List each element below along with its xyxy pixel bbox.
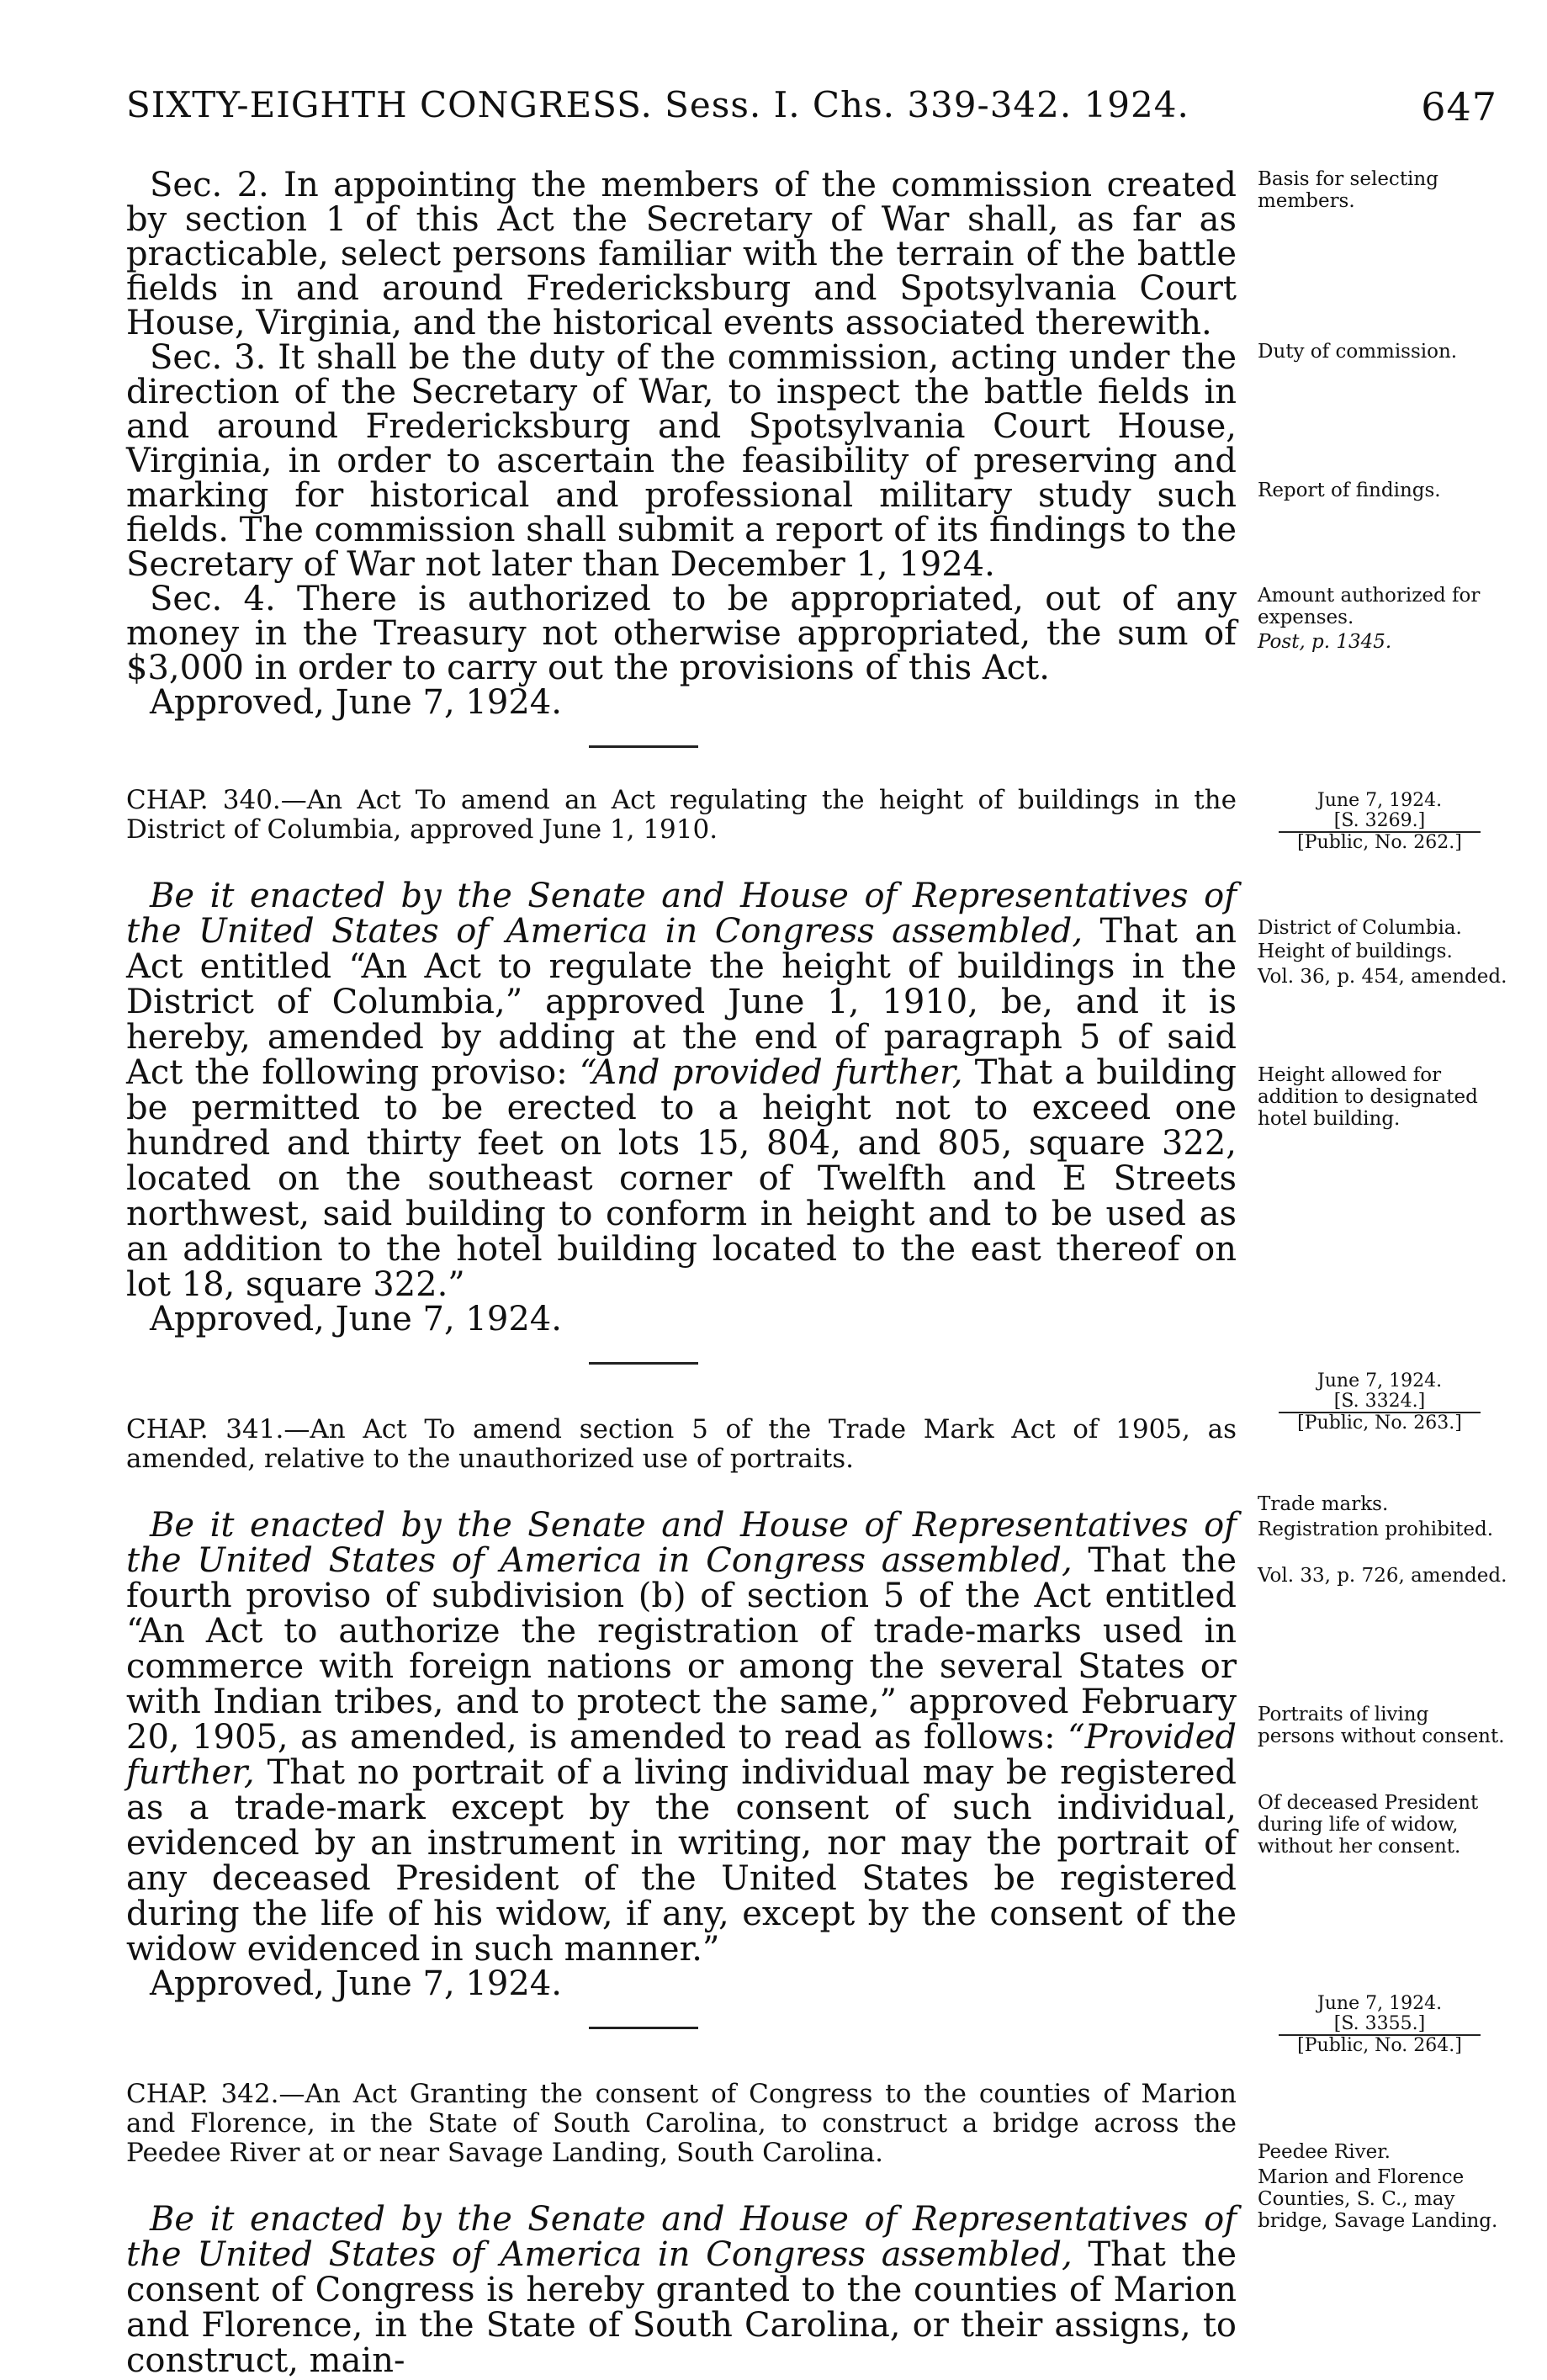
margin-note-sec4-post: Post, p. 1345. <box>1258 631 1392 653</box>
chap-341-approved: Approved, June 7, 1924. <box>150 1964 562 2003</box>
chap-341-text-1: That the fourth proviso of subdivision (b) of section 5 of the Act entitled “An Act to authorize the registration of trade-marks used in commerce with foreign nations or among the several States or with Indian tribes, and to protect the same,” approved February 20, 1905, as amended, is amended to read as follows: <box>126 1541 1237 1757</box>
chap-341-title: CHAP. 341.—An Act To amend section 5 of the Trade Mark Act of 1905, as amended, relative to the unauthorized use of portraits. <box>126 1414 1237 1474</box>
chap-340-enactment <box>126 878 1237 1302</box>
main-text-column <box>126 168 1237 2378</box>
margin-note-sec4-amount: Amount authorized for expenses. <box>1258 585 1481 628</box>
chap-342-date: June 7, 1924. <box>1317 1993 1443 2014</box>
chap-340-proviso: “And provided further, <box>579 1053 963 1092</box>
section-2-text: Sec. 2. In appointing the members of the commission created by section 1 of this Act the Secretary of War shall, as far as practicable, select persons familiar with the terrain of the battle fields in and around Fredericksburg and Spotsylvania Court House, Virginia, and the historical events associated therewith. <box>126 166 1237 342</box>
margin-note-342-counties: Marion and Florence Counties, S. C., may bridge, Savage Landing. <box>1258 2166 1498 2232</box>
section-3-text: Sec. 3. It shall be the duty of the commission, acting under the direction of the Secretary of War, to inspect the battle fields in and around Fredericksburg and Spotsylvania Court House, Virginia, in order to ascertain the feasibility of preserving and marking for historical and professional military study such fields. The commission shall submit a report of its findings to the Secretary of War not later than December 1, 1924. <box>126 338 1237 584</box>
chap-341-public: [Public, No. 263.] <box>1297 1413 1462 1434</box>
margin-note-341-deceased: Of deceased President during life of widow, without her consent. <box>1258 1792 1479 1858</box>
chap-340-title: CHAP. 340.—An Act To amend an Act regulating the height of buildings in the District of Columbia, approved June 1, 1910. <box>126 785 1237 845</box>
chap-340-enacting-clause: Be it enacted by the Senate and House of Representatives of the United States of America in Congress assembled, <box>126 877 1237 951</box>
chap-340-text-2: That a building be permitted to be erected to a height not to exceed one hundred and thirty feet on lots 15, 804, and 805, square 322, located on the southeast corner of Twelfth and E Streets northwest, said building to conform in height and to be used as an addition to the hotel building located to the east thereof on lot 18, square 322.” <box>126 1053 1237 1304</box>
chap-340-date: June 7, 1924. <box>1317 790 1443 811</box>
margin-note-sec2: Basis for selecting members. <box>1258 168 1438 212</box>
margin-note-340-vol: Vol. 36, p. 454, amended. <box>1258 966 1507 988</box>
page-number: 647 <box>1421 84 1497 130</box>
margin-note-342-river: Peedee River. <box>1258 2141 1391 2163</box>
margin-note-341-portraits: Portraits of living persons without consent. <box>1258 1704 1505 1747</box>
chap-342-bill: [S. 3355.] <box>1279 2014 1481 2036</box>
chap-341-bill: [S. 3324.] <box>1279 1391 1481 1413</box>
margin-note-340-height: Height of buildings. <box>1258 941 1453 962</box>
chap-341-enacting-clause: Be it enacted by the Senate and House of Representatives of the United States of America in Congress assembled, <box>126 1506 1237 1580</box>
chap-340-approved: Approved, June 7, 1924. <box>150 1300 562 1338</box>
margin-note-sec3-report: Report of findings. <box>1258 480 1441 501</box>
chap-341-date-block <box>1279 1371 1481 1434</box>
margin-note-341-registration: Registration prohibited. <box>1258 1519 1494 1540</box>
chap-342-text-1: That the consent of Congress is hereby granted to the counties of Marion and Florence, in the State of South Carolina, or their assigns, to construct, main- <box>126 2235 1237 2380</box>
margin-note-341-vol: Vol. 33, p. 726, amended. <box>1258 1565 1507 1587</box>
chap-340-bill: [S. 3269.] <box>1279 811 1481 833</box>
section-divider <box>589 1362 698 1365</box>
margin-note-341-trade: Trade marks. <box>1258 1493 1389 1515</box>
chap-342-enacting-clause: Be it enacted by the Senate and House of Representatives of the United States of America in Congress assembled, <box>126 2200 1237 2274</box>
running-title: SIXTY-EIGHTH CONGRESS. Sess. I. Chs. 339-342. 1924. <box>126 84 1189 125</box>
section-divider <box>589 2027 698 2029</box>
chap-342-enactment <box>126 2202 1237 2378</box>
chap-340-public: [Public, No. 262.] <box>1297 832 1462 853</box>
approved-339: Approved, June 7, 1924. <box>150 683 562 722</box>
margin-note-340-district: District of Columbia. <box>1258 917 1462 939</box>
chap-342-title: CHAP. 342.—An Act Granting the consent of Congress to the counties of Marion and Florence, in the State of South Carolina, to construct a bridge across the Peedee River at or near Savage Landing, South Carolina. <box>126 2079 1237 2168</box>
margin-note-sec3-duty: Duty of commission. <box>1258 341 1458 363</box>
chap-341-date: June 7, 1924. <box>1317 1370 1443 1391</box>
chap-341-enactment <box>126 1508 1237 1967</box>
chap-342-public: [Public, No. 264.] <box>1297 2035 1462 2056</box>
chap-341-proviso: “Provided further, <box>126 1718 1237 1792</box>
section-divider <box>589 745 698 748</box>
chap-342-date-block <box>1279 1994 1481 2056</box>
chap-340-text-1: That an Act entitled “An Act to regulate the height of buildings in the District of Columbia,” approved June 1, 1910, be, and it is hereby, amended by adding at the end of paragraph 5 of said Act the following proviso: <box>126 912 1237 1092</box>
chap-340-date-block <box>1279 791 1481 853</box>
section-4-text: Sec. 4. There is authorized to be appropriated, out of any money in the Treasury not otherwise appropriated, the sum of $3,000 in order to carry out the provisions of this Act. <box>126 580 1237 687</box>
page-header <box>126 84 1497 135</box>
margin-note-340-allowed: Height allowed for addition to designated hotel building. <box>1258 1064 1478 1130</box>
chap-341-text-2: That no portrait of a living individual may be registered as a trade-mark except by the consent of such individual, evidenced by an instrument in writing, nor may the portrait of any deceased President of the United States be registered during the life of his widow, if any, except by the consent of the widow evidenced in such manner.” <box>126 1753 1237 1969</box>
